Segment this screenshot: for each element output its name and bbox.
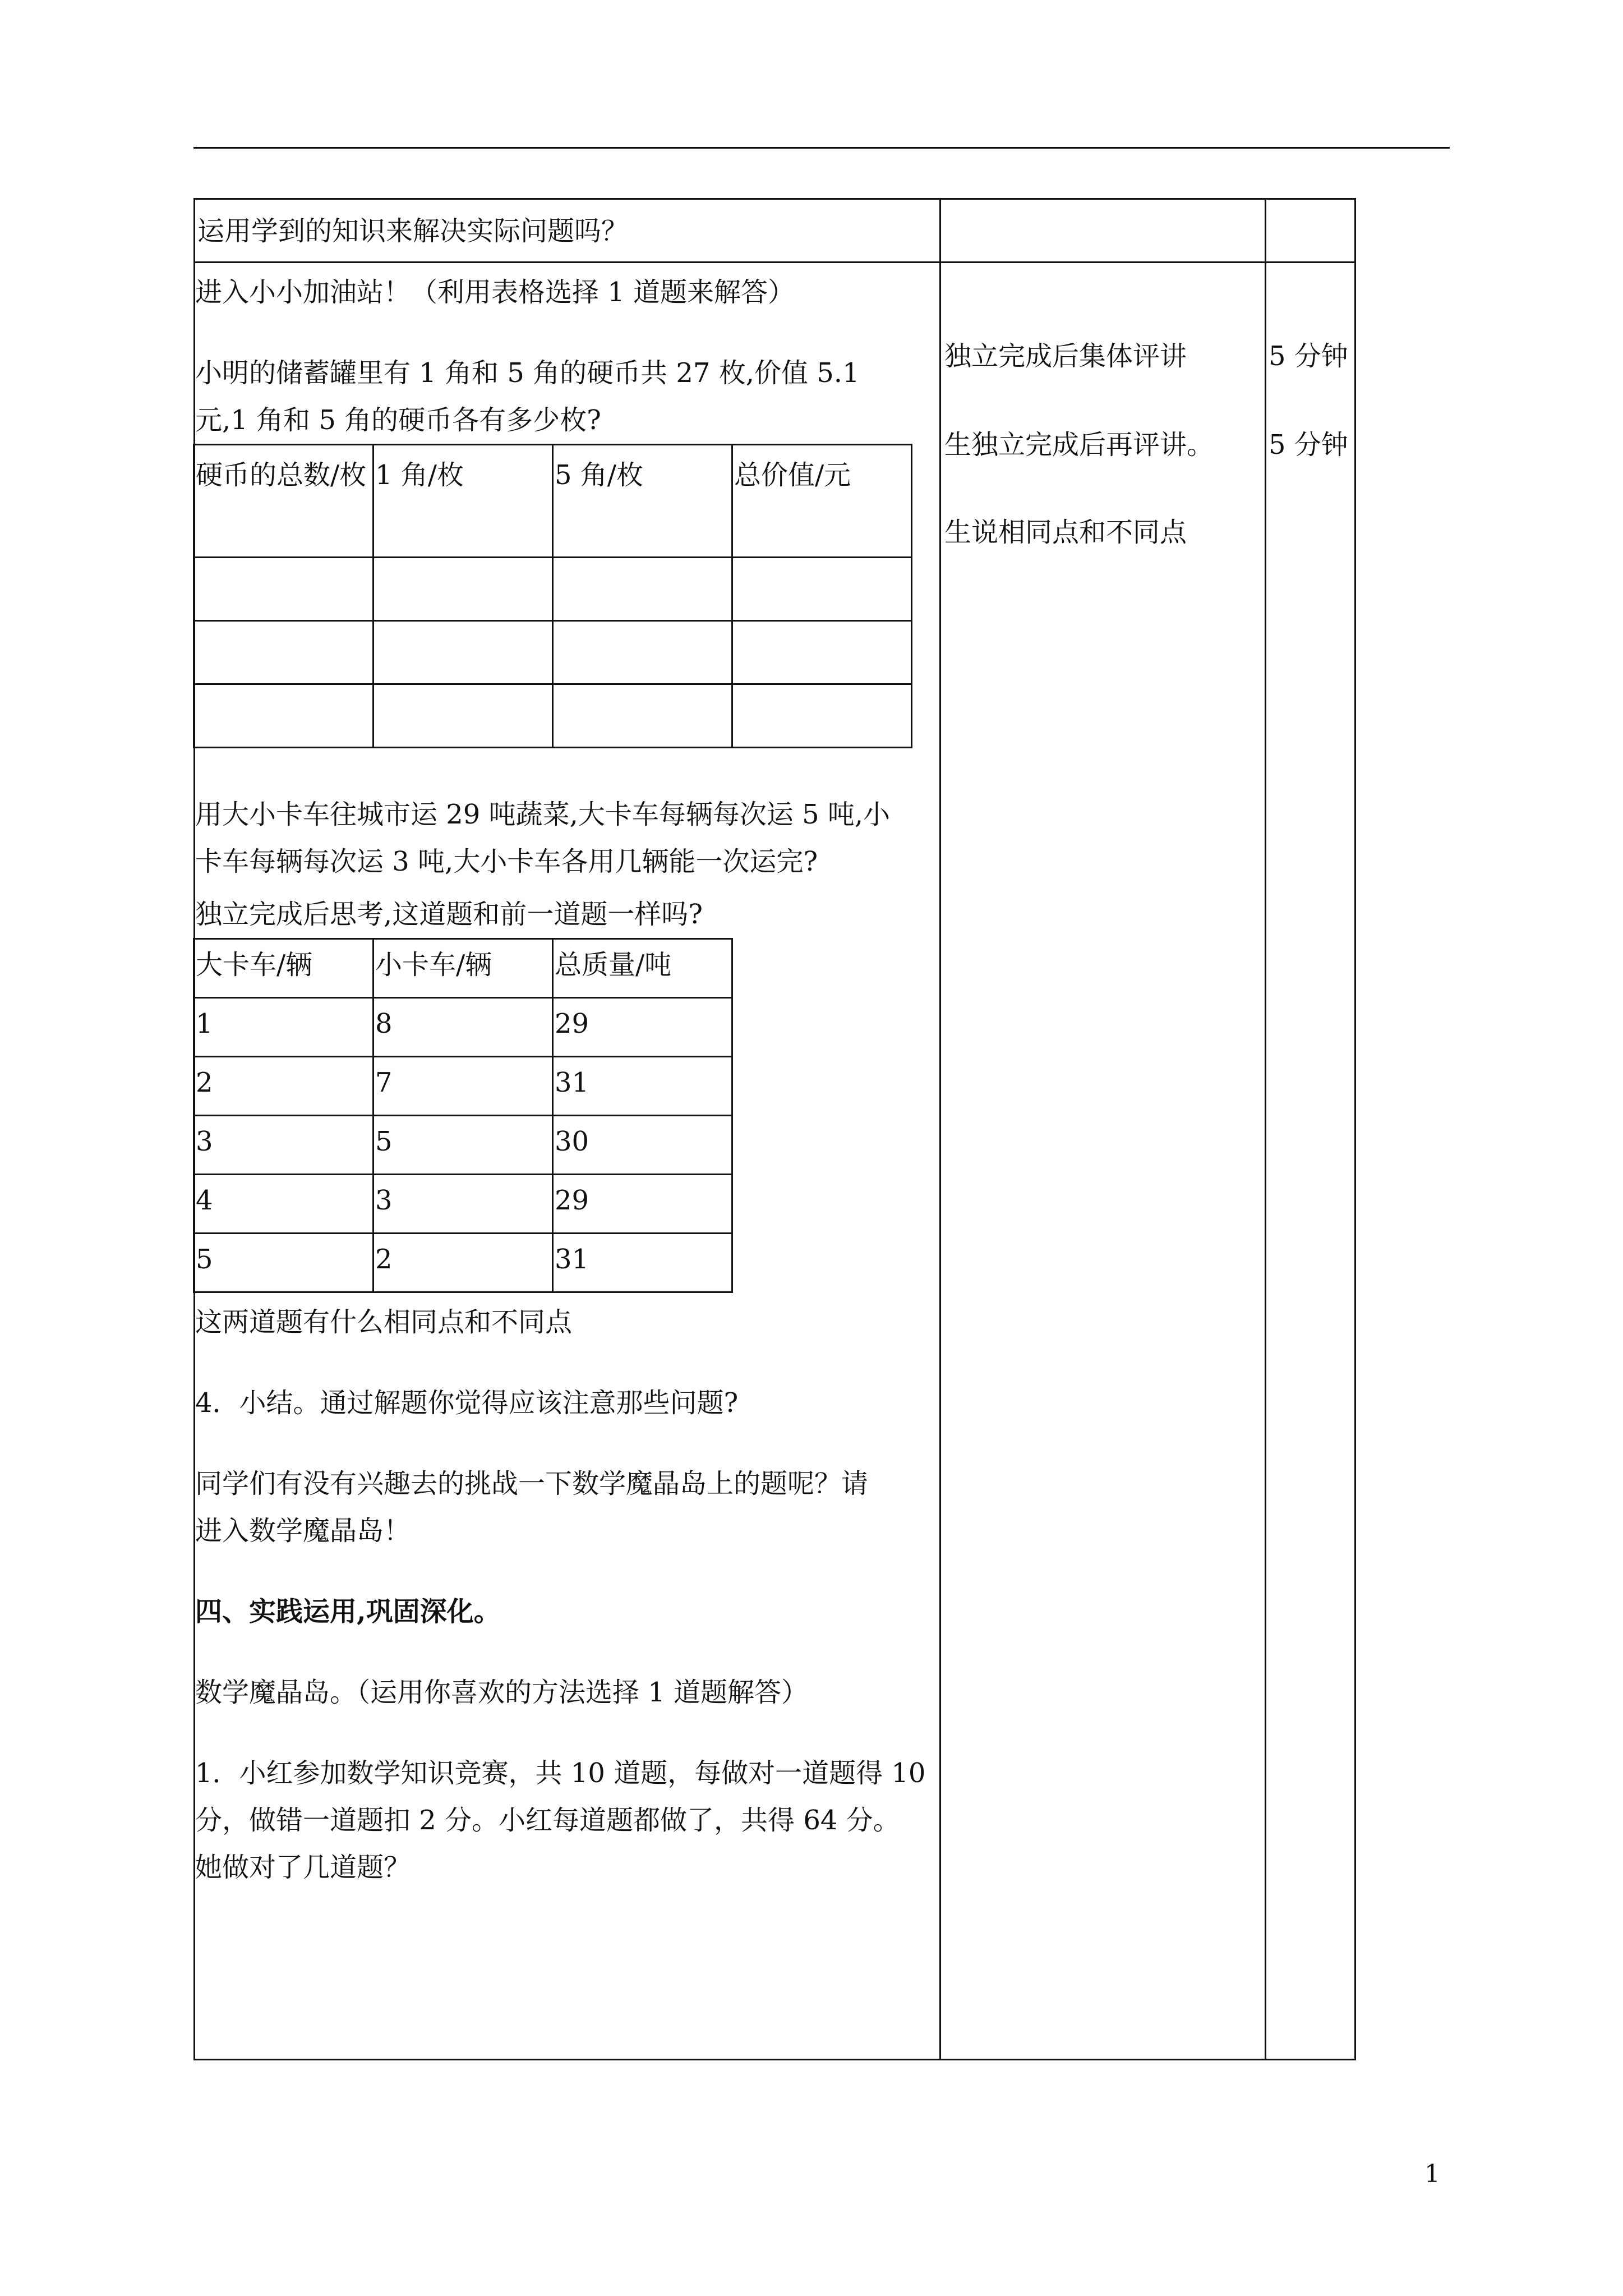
table-cell: 30 (553, 1116, 732, 1175)
time-1: 5 分钟 (1269, 341, 1348, 372)
table-cell: 3 (374, 1175, 553, 1234)
table-cell: 7 (374, 1057, 553, 1116)
empty-cell (732, 684, 912, 748)
question1-line3: 她做对了几道题？ (195, 1852, 411, 1883)
content-cell (195, 263, 940, 2060)
table-row (194, 1116, 732, 1175)
truck-header-small: 小卡车/辆 (374, 939, 553, 998)
top-row-time-cell (1266, 199, 1355, 263)
coin-header-value: 总价值/元 (732, 445, 912, 558)
activity-cell (940, 263, 1266, 2060)
table-cell: 4 (194, 1175, 374, 1234)
island-text: 数学魔晶岛。（运用你喜欢的方法选择 1 道题解答） (195, 1677, 809, 1708)
empty-cell (194, 621, 374, 684)
activity-2: 生独立完成后再评讲。 (944, 429, 1214, 461)
table-cell: 5 (194, 1234, 374, 1292)
empty-cell (374, 558, 553, 621)
top-row-activity-cell (940, 199, 1266, 263)
top-row-content-cell (195, 199, 940, 263)
truck-table (193, 938, 733, 1293)
header-rule (193, 147, 1450, 149)
empty-cell (194, 684, 374, 748)
compare-text: 这两道题有什么相同点和不同点 (195, 1306, 573, 1338)
table-cell: 3 (194, 1116, 374, 1175)
empty-cell (553, 621, 732, 684)
empty-cell (374, 684, 553, 748)
table-cell: 29 (553, 1175, 732, 1234)
coin-header-total: 硬币的总数/枚 (194, 445, 374, 558)
truck-header-mass: 总质量/吨 (553, 939, 732, 998)
challenge-line2: 进入数学魔晶岛！ (195, 1515, 411, 1547)
table-cell: 31 (553, 1057, 732, 1116)
coin-table (193, 444, 912, 748)
table-cell: 1 (194, 998, 374, 1057)
table-row (194, 684, 912, 748)
table-cell: 2 (374, 1234, 553, 1292)
table-cell: 5 (374, 1116, 553, 1175)
empty-cell (374, 621, 553, 684)
question1-line1: 1．小红参加数学知识竞赛，共 10 道题，每做对一道题得 10 (195, 1757, 926, 1789)
table-row (194, 1057, 732, 1116)
activity-3: 生说相同点和不同点 (944, 517, 1187, 548)
section-heading: 四、实践运用,巩固深化。 (195, 1596, 501, 1627)
table-cell: 8 (374, 998, 553, 1057)
table-row (195, 199, 1355, 263)
empty-cell (732, 621, 912, 684)
problem1-line2: 元,1 角和 5 角的硬币各有多少枚? (195, 404, 601, 436)
table-row (194, 998, 732, 1057)
table-row (194, 558, 912, 621)
coin-header-5jiao: 5 角/枚 (553, 445, 732, 558)
empty-cell (553, 684, 732, 748)
table-cell: 29 (553, 998, 732, 1057)
table-row (194, 1175, 732, 1234)
table-row (194, 939, 732, 998)
page-number: 1 (1424, 2160, 1440, 2188)
empty-cell (732, 558, 912, 621)
time-cell (1266, 263, 1355, 2060)
table-row (194, 445, 912, 558)
problem2-line1: 用大小卡车往城市运 29 吨蔬菜,大卡车每辆每次运 5 吨,小 (195, 799, 891, 830)
activity-1: 独立完成后集体评讲 (944, 341, 1187, 372)
problem2-line2: 卡车每辆每次运 3 吨,大小卡车各用几辆能一次运完? (195, 846, 818, 877)
time-2: 5 分钟 (1269, 429, 1348, 461)
table-cell: 31 (553, 1234, 732, 1292)
summary-text: 4．小结。通过解题你觉得应该注意那些问题? (195, 1387, 739, 1419)
table-row (194, 621, 912, 684)
empty-cell (553, 558, 732, 621)
empty-cell (194, 558, 374, 621)
table-cell: 2 (194, 1057, 374, 1116)
problem1-line1: 小明的储蓄罐里有 1 角和 5 角的硬币共 27 枚,价值 5.1 (195, 357, 860, 389)
lesson-plan-table (193, 198, 1356, 2060)
question1-line2: 分，做错一道题扣 2 分。小红每道题都做了，共得 64 分。 (195, 1805, 900, 1836)
top-row-text: 运用学到的知识来解决实际问题吗？ (197, 215, 629, 247)
table-row (195, 263, 1355, 2060)
truck-header-large: 大卡车/辆 (194, 939, 374, 998)
challenge-line1: 同学们有没有兴趣去的挑战一下数学魔晶岛上的题呢？请 (195, 1468, 869, 1499)
table-row (194, 1234, 732, 1292)
think-text: 独立完成后思考,这道题和前一道题一样吗? (195, 899, 703, 930)
coin-header-1jiao: 1 角/枚 (374, 445, 553, 558)
intro-text: 进入小小加油站！（利用表格选择 1 道题来解答） (195, 277, 795, 308)
